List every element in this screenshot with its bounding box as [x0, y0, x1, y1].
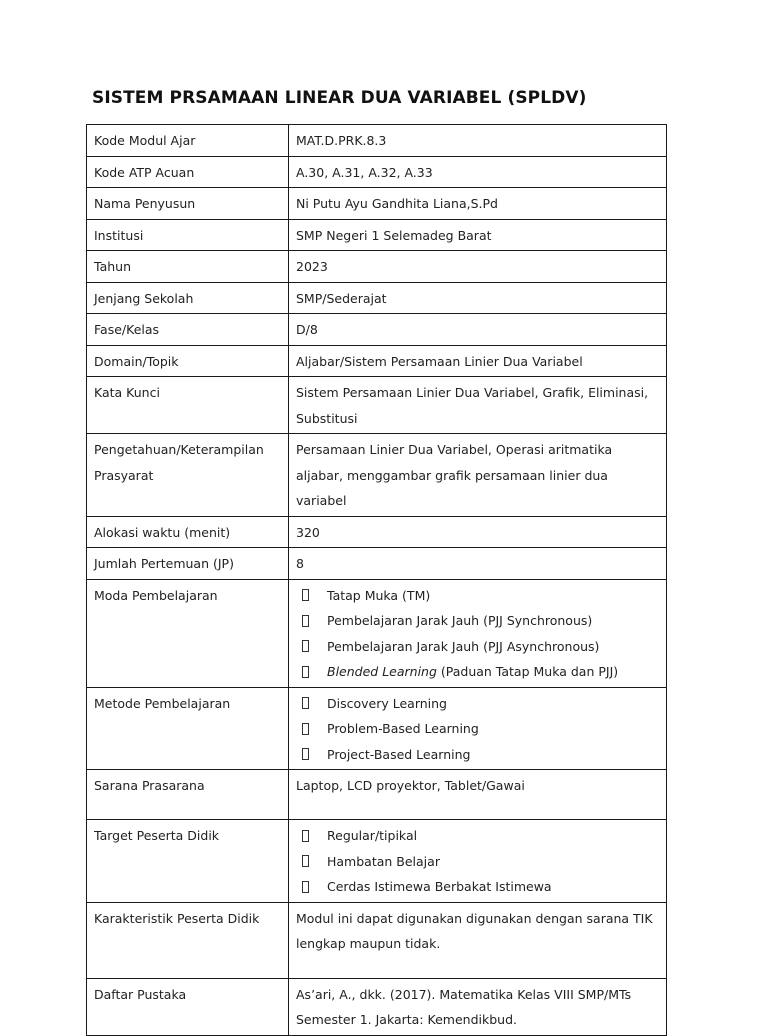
table-row — [87, 434, 667, 517]
option-item — [296, 716, 660, 742]
row-value — [289, 820, 667, 903]
row-value: 320 — [289, 516, 667, 548]
row-value: SMP Negeri 1 Selemadeg Barat — [289, 219, 667, 251]
option-label: Tatap Muka (TM) — [327, 587, 431, 603]
option-label: Discovery Learning — [327, 695, 447, 711]
option-item — [296, 659, 660, 685]
option-item — [296, 608, 660, 634]
table-row — [87, 314, 667, 346]
checkbox-icon — [302, 881, 309, 893]
option-item — [296, 874, 660, 900]
option-label: Project-Based Learning — [327, 746, 471, 762]
row-label: Fase/Kelas — [87, 314, 289, 346]
checkbox-icon — [302, 615, 309, 627]
table-row — [87, 820, 667, 903]
table-row — [87, 188, 667, 220]
row-label: Tahun — [87, 251, 289, 283]
row-value — [289, 579, 667, 687]
checkbox-icon — [302, 723, 309, 735]
option-label: Problem-Based Learning — [327, 721, 479, 736]
table-row — [87, 156, 667, 188]
checkbox-icon — [302, 697, 309, 709]
row-value: Laptop, LCD proyektor, Tablet/Gawai — [289, 770, 667, 820]
option-label: Hambatan Belajar — [327, 853, 440, 869]
row-label: Target Peserta Didik — [87, 820, 289, 903]
row-value: 8 — [289, 548, 667, 580]
option-label: Cerdas Istimewa Berbakat Istimewa — [327, 879, 552, 894]
option-item — [296, 742, 660, 768]
row-value: A.30, A.31, A.32, A.33 — [289, 156, 667, 188]
row-label: Jumlah Pertemuan (JP) — [87, 548, 289, 580]
table-row — [87, 579, 667, 687]
table-row — [87, 770, 667, 820]
row-label: Daftar Pustaka — [87, 978, 289, 1035]
row-label: Sarana Prasarana — [87, 770, 289, 820]
option-item — [296, 583, 660, 609]
checkbox-icon — [302, 748, 309, 760]
option-label: Regular/tipikal — [327, 828, 418, 843]
row-value — [289, 687, 667, 770]
row-value: MAT.D.PRK.8.3 — [289, 125, 667, 157]
row-label: Karakteristik Peserta Didik — [87, 902, 289, 978]
row-label: Alokasi waktu (menit) — [87, 516, 289, 548]
row-value: 2023 — [289, 251, 667, 283]
row-value: Aljabar/Sistem Persamaan Linier Dua Variabel — [289, 345, 667, 377]
checkbox-icon — [302, 830, 309, 842]
option-item — [296, 634, 660, 660]
checkbox-icon — [302, 855, 309, 867]
row-value: Ni Putu Ayu Gandhita Liana,S.Pd — [289, 188, 667, 220]
row-value: Sistem Persamaan Linier Dua Variabel, Grafik, Eliminasi, Substitusi — [289, 377, 667, 434]
option-item — [296, 849, 660, 875]
checkbox-icon — [302, 666, 309, 678]
row-value: SMP/Sederajat — [289, 282, 667, 314]
row-label: Kode Modul Ajar — [87, 125, 289, 157]
option-label-italic: Blended Learning — [327, 664, 437, 679]
checkbox-icon — [302, 589, 309, 601]
table-row — [87, 251, 667, 283]
option-label: (Paduan Tatap Muka dan PJJ) — [436, 664, 619, 679]
table-row — [87, 345, 667, 377]
option-item — [296, 691, 660, 717]
table-row — [87, 978, 667, 1035]
row-value: As’ari, A., dkk. (2017). Matematika Kelas VIII SMP/MTs Semester 1. Jakarta: Kemendikbud. — [289, 978, 667, 1035]
module-info-table — [86, 124, 667, 1036]
option-item — [296, 823, 660, 849]
row-value: Persamaan Linier Dua Variabel, Operasi aritmatika aljabar, menggambar grafik persamaan linier dua variabel — [289, 434, 667, 517]
table-row — [87, 548, 667, 580]
row-label: Domain/Topik — [87, 345, 289, 377]
row-label: Nama Penyusun — [87, 188, 289, 220]
row-label: Institusi — [87, 219, 289, 251]
table-row — [87, 902, 667, 978]
row-label: Pengetahuan/Keterampilan Prasyarat — [87, 434, 289, 517]
row-value: Modul ini dapat digunakan digunakan dengan sarana TIK lengkap maupun tidak. — [289, 902, 667, 978]
option-label: Pembelajaran Jarak Jauh (PJJ Synchronous) — [327, 613, 593, 628]
table-row — [87, 516, 667, 548]
table-row — [87, 377, 667, 434]
row-label: Kata Kunci — [87, 377, 289, 434]
table-row — [87, 125, 667, 157]
row-value: D/8 — [289, 314, 667, 346]
page-title: SISTEM PRSAMAAN LINEAR DUA VARIABEL (SPLDV) — [92, 88, 587, 108]
table-row — [87, 219, 667, 251]
table-row — [87, 282, 667, 314]
row-label: Jenjang Sekolah — [87, 282, 289, 314]
option-label: Pembelajaran Jarak Jauh (PJJ Asynchronous) — [327, 638, 600, 654]
row-label: Metode Pembelajaran — [87, 687, 289, 770]
row-label: Kode ATP Acuan — [87, 156, 289, 188]
table-row — [87, 687, 667, 770]
checkbox-icon — [302, 640, 309, 652]
row-label: Moda Pembelajaran — [87, 579, 289, 687]
